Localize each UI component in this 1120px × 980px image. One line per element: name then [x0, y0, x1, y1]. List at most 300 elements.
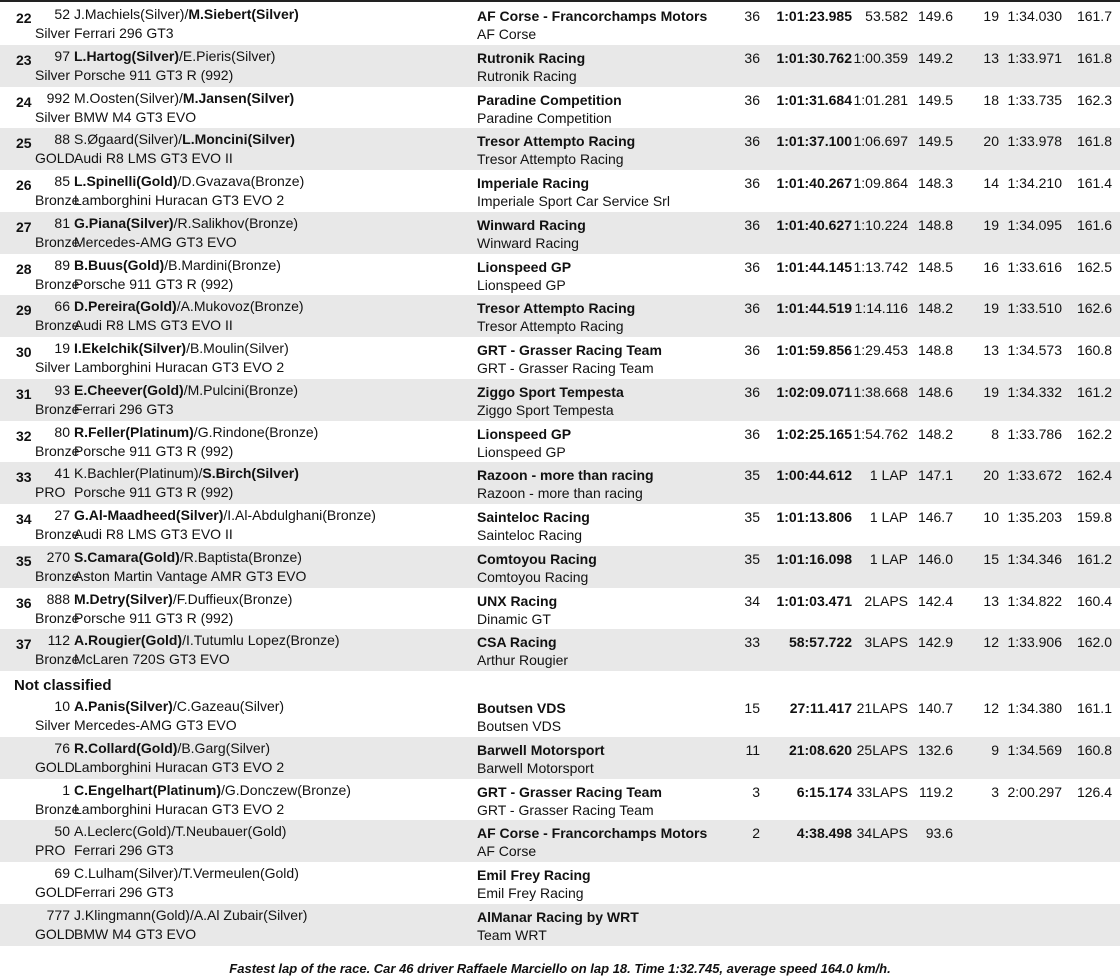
- car-model: Audi R8 LMS GT3 EVO II: [74, 526, 233, 542]
- best-lap-number: 16: [983, 258, 999, 275]
- max-speed: 161.8: [1076, 133, 1112, 150]
- result-row: [0, 546, 1120, 588]
- team-name: Lionspeed GP: [477, 425, 572, 442]
- best-lap-number: 14: [983, 175, 999, 191]
- driver-name: G.Al-Maadheed(Silver): [74, 507, 224, 523]
- team-name: Rutronik Racing: [477, 49, 586, 66]
- entrant-name: GRT - Grasser Racing Team: [477, 801, 654, 818]
- team-name: UNX Racing: [477, 592, 558, 609]
- not-classified-header: [0, 671, 1120, 695]
- car-model: Porsche 911 GT3 R (992): [74, 275, 234, 292]
- best-lap-time: 1:33.672: [1007, 467, 1062, 484]
- car-model: Porsche 911 GT3 R (992): [74, 442, 234, 459]
- position: 36: [16, 594, 32, 611]
- average-speed: 149.5: [917, 133, 953, 150]
- max-speed: 160.4: [1076, 592, 1112, 609]
- best-lap-number: 13: [983, 592, 999, 609]
- position: 26: [16, 177, 32, 193]
- driver-name: G.Donczew(Bronze): [224, 781, 351, 798]
- driver-name: C.Engelhart(Platinum): [74, 781, 222, 798]
- result-row: [0, 862, 1120, 904]
- car-number: 27: [54, 507, 70, 523]
- driver-category: GOLD: [35, 758, 75, 775]
- driver-name: G.Rindone(Bronze): [197, 423, 319, 440]
- entrant-name: Rutronik Racing: [477, 67, 577, 84]
- team-name: AF Corse - Francorchamps Motors: [477, 8, 708, 24]
- max-speed: 162.2: [1076, 425, 1112, 442]
- team-name: AlManar Racing by WRT: [477, 908, 639, 925]
- total-time: 58:57.722: [788, 634, 852, 651]
- team-name: Winward Racing: [477, 216, 586, 233]
- max-speed: 161.2: [1076, 550, 1112, 567]
- team-name: Imperiale Racing: [477, 175, 590, 191]
- position: 35: [16, 552, 32, 569]
- car-model: Mercedes-AMG GT3 EVO: [74, 233, 237, 250]
- driver-name: E.Pieris(Silver): [182, 47, 276, 64]
- driver-name: S.Birch(Silver): [202, 465, 299, 482]
- laps-completed: 36: [744, 175, 760, 191]
- position: 33: [16, 469, 32, 486]
- average-speed: 148.8: [917, 342, 953, 358]
- laps-completed: 35: [744, 509, 760, 525]
- entrant-name: Lionspeed GP: [477, 276, 566, 293]
- average-speed: 148.3: [917, 175, 953, 191]
- gap: 1:29.453: [853, 342, 908, 358]
- entrant-name: Tresor Attempto Racing: [477, 318, 624, 335]
- laps-completed: 36: [744, 342, 760, 358]
- max-speed: 162.6: [1076, 300, 1112, 317]
- gap: 1 LAP: [869, 467, 908, 484]
- result-row: [0, 379, 1120, 421]
- average-speed: 142.9: [917, 634, 953, 651]
- driver-name: I.Tutumlu Lopez(Bronze): [186, 632, 340, 649]
- average-speed: 140.7: [917, 700, 953, 716]
- driver-name: M.Siebert(Silver): [188, 6, 299, 22]
- car-number: 1: [62, 781, 70, 798]
- driver-names: M.Detry(Silver)/F.Duffieux(Bronze): [74, 590, 293, 607]
- driver-name: M.Detry(Silver): [74, 590, 173, 607]
- result-row: [0, 737, 1120, 779]
- driver-name: G.Piana(Silver): [74, 214, 174, 231]
- driver-name: L.Spinelli(Gold): [74, 173, 178, 189]
- driver-name: I.Al-Abdulghani(Bronze): [227, 507, 376, 523]
- max-speed: 161.8: [1076, 49, 1112, 66]
- driver-category: Bronze: [35, 800, 80, 817]
- fastest-lap-note: Fastest lap of the race. Car 46 driver Raffaele Marciello on lap 18. Time 1:32.745, average speed 164.0 km/h.: [229, 961, 891, 976]
- gap: 1:00.359: [853, 49, 908, 66]
- position: 24: [16, 93, 32, 110]
- average-speed: 146.0: [917, 550, 953, 567]
- position: 29: [16, 302, 32, 319]
- driver-names: L.Hartog(Silver)/E.Pieris(Silver): [74, 47, 276, 64]
- position: 31: [16, 385, 32, 402]
- best-lap-time: 1:34.210: [1007, 175, 1062, 191]
- best-lap-time: 1:34.346: [1007, 550, 1062, 567]
- average-speed: 148.6: [917, 383, 953, 400]
- classified-results: [0, 3, 1120, 671]
- position: 28: [16, 260, 32, 277]
- max-speed: 161.1: [1076, 700, 1112, 716]
- car-model: Lamborghini Huracan GT3 EVO 2: [74, 758, 285, 775]
- best-lap-number: 3: [991, 783, 999, 800]
- car-number: 76: [54, 739, 70, 756]
- driver-name: M.Jansen(Silver): [182, 89, 295, 106]
- gap: 1:14.116: [854, 300, 908, 317]
- position: 22: [16, 10, 32, 26]
- driver-names: B.Buus(Gold)/B.Mardini(Bronze): [74, 256, 281, 273]
- car-number: 19: [54, 340, 70, 356]
- car-number: 66: [54, 298, 70, 315]
- driver-name: R.Collard(Gold): [74, 739, 178, 756]
- car-model: Lamborghini Huracan GT3 EVO 2: [74, 800, 285, 817]
- driver-category: Bronze: [35, 526, 80, 542]
- gap: 34LAPS: [856, 825, 908, 842]
- best-lap-number: 19: [983, 300, 999, 317]
- team-name: Tresor Attempto Racing: [477, 300, 636, 317]
- best-lap-time: 1:33.735: [1007, 91, 1062, 108]
- driver-category: Bronze: [35, 651, 80, 668]
- total-time: 1:01:37.100: [776, 133, 852, 150]
- best-lap-time: 1:34.569: [1007, 741, 1062, 758]
- driver-category: PRO: [35, 842, 66, 859]
- team-name: Paradine Competition: [477, 91, 622, 108]
- position: 25: [16, 135, 32, 152]
- driver-names: R.Feller(Platinum)/G.Rindone(Bronze): [74, 423, 319, 440]
- driver-category: Silver: [35, 359, 71, 375]
- laps-completed: 34: [744, 592, 760, 609]
- average-speed: 149.2: [917, 49, 953, 66]
- driver-names: C.Engelhart(Platinum)/G.Donczew(Bronze): [74, 781, 351, 798]
- driver-names: D.Pereira(Gold)/A.Mukovoz(Bronze): [74, 298, 304, 315]
- driver-name: I.Ekelchik(Silver): [74, 340, 187, 356]
- entrant-name: Winward Racing: [477, 234, 579, 251]
- result-row: [0, 212, 1120, 254]
- laps-completed: 35: [744, 550, 760, 567]
- driver-name: A.Leclerc(Gold): [74, 823, 172, 840]
- best-lap-number: 9: [991, 741, 999, 758]
- best-lap-time: 1:34.030: [1007, 8, 1062, 24]
- car-model: Porsche 911 GT3 R (992): [74, 609, 234, 626]
- max-speed: 162.0: [1076, 634, 1112, 651]
- best-lap-number: 8: [991, 425, 999, 442]
- gap: 21LAPS: [856, 700, 908, 716]
- position: 23: [16, 51, 32, 68]
- team-name: AF Corse - Francorchamps Motors: [477, 825, 708, 842]
- average-speed: 148.5: [917, 258, 953, 275]
- average-speed: 149.6: [917, 8, 953, 24]
- gap: 25LAPS: [856, 741, 908, 758]
- driver-names: L.Spinelli(Gold)/D.Gvazava(Bronze): [74, 173, 305, 189]
- result-row: [0, 629, 1120, 671]
- best-lap-number: 19: [983, 383, 999, 400]
- total-time: 1:01:59.856: [776, 342, 852, 358]
- gap: 1:06.697: [853, 133, 908, 150]
- best-lap-time: 1:34.573: [1007, 342, 1062, 358]
- max-speed: 161.4: [1076, 175, 1112, 191]
- driver-name: B.Mardini(Bronze): [168, 256, 281, 273]
- laps-completed: 36: [744, 216, 760, 233]
- best-lap-time: 1:33.786: [1007, 425, 1062, 442]
- best-lap-time: 1:33.906: [1007, 634, 1062, 651]
- car-number: 97: [54, 47, 70, 64]
- driver-category: PRO: [35, 484, 66, 501]
- driver-name: B.Garg(Silver): [181, 739, 271, 756]
- total-time: 1:01:23.985: [776, 8, 852, 24]
- best-lap-time: 2:00.297: [1007, 783, 1062, 800]
- driver-name: A.Al Zubair(Silver): [193, 906, 308, 923]
- result-row: [0, 170, 1120, 212]
- team-name: GRT - Grasser Racing Team: [477, 342, 662, 358]
- top-border-line: [0, 0, 1120, 2]
- best-lap-number: 20: [983, 467, 999, 484]
- entrant-name: Sainteloc Racing: [477, 527, 583, 543]
- car-model: Porsche 911 GT3 R (992): [74, 66, 234, 83]
- team-name: Emil Frey Racing: [477, 867, 591, 883]
- entrant-name: Emil Frey Racing: [477, 885, 584, 901]
- average-speed: 146.7: [917, 509, 953, 525]
- laps-completed: 33: [744, 634, 760, 651]
- total-time: 1:02:09.071: [776, 383, 852, 400]
- best-lap-time: 1:33.616: [1007, 258, 1062, 275]
- laps-completed: 2: [752, 825, 760, 842]
- gap: 33LAPS: [856, 783, 908, 800]
- total-time: 1:01:40.267: [776, 175, 852, 191]
- car-model: Ferrari 296 GT3: [74, 400, 174, 417]
- driver-names: M.Oosten(Silver)/M.Jansen(Silver): [74, 89, 295, 106]
- total-time: 1:02:25.165: [776, 425, 852, 442]
- driver-names: R.Collard(Gold)/B.Garg(Silver): [74, 739, 271, 756]
- driver-name: R.Baptista(Bronze): [183, 548, 302, 565]
- driver-name: A.Panis(Silver): [74, 698, 173, 714]
- entrant-name: AF Corse: [477, 26, 537, 42]
- car-model: Aston Martin Vantage AMR GT3 EVO: [74, 567, 307, 584]
- driver-names: S.Øgaard(Silver)/L.Moncini(Silver): [74, 131, 295, 148]
- driver-category: Bronze: [35, 609, 80, 626]
- entrant-name: Comtoyou Racing: [477, 568, 589, 585]
- total-time: 4:38.498: [796, 825, 852, 842]
- car-number: 888: [46, 590, 70, 607]
- result-row: [0, 337, 1120, 379]
- result-row: [0, 779, 1120, 821]
- max-speed: 160.8: [1076, 342, 1112, 358]
- gap: 2LAPS: [864, 592, 908, 609]
- best-lap-time: 1:34.380: [1007, 700, 1062, 716]
- driver-name: L.Hartog(Silver): [74, 47, 180, 64]
- driver-name: E.Cheever(Gold): [74, 381, 184, 398]
- entrant-name: Barwell Motorsport: [477, 759, 594, 776]
- average-speed: 148.8: [917, 216, 953, 233]
- car-number: 85: [54, 173, 70, 189]
- team-name: Lionspeed GP: [477, 258, 572, 275]
- driver-names: S.Camara(Gold)/R.Baptista(Bronze): [74, 548, 302, 565]
- car-model: Ferrari 296 GT3: [74, 25, 174, 41]
- car-number: 10: [54, 698, 70, 714]
- gap: 1 LAP: [869, 509, 908, 525]
- gap: 1 LAP: [869, 550, 908, 567]
- driver-category: GOLD: [35, 150, 75, 167]
- driver-name: S.Øgaard(Silver): [74, 131, 179, 148]
- result-row: [0, 588, 1120, 630]
- result-row: [0, 820, 1120, 862]
- results-sheet: [0, 3, 1120, 946]
- best-lap-time: 1:34.332: [1007, 383, 1062, 400]
- car-number: 52: [54, 6, 70, 22]
- gap: 1:01.281: [853, 91, 908, 108]
- car-model: Lamborghini Huracan GT3 EVO 2: [74, 359, 285, 375]
- laps-completed: 36: [744, 8, 760, 24]
- max-speed: 162.4: [1076, 467, 1112, 484]
- entrant-name: Tresor Attempto Racing: [477, 151, 624, 168]
- max-speed: 160.8: [1076, 741, 1112, 758]
- entrant-name: Ziggo Sport Tempesta: [477, 401, 614, 418]
- laps-completed: 15: [744, 700, 760, 716]
- driver-names: A.Panis(Silver)/C.Gazeau(Silver): [74, 698, 285, 714]
- car-model: Ferrari 296 GT3: [74, 842, 174, 859]
- average-speed: 147.1: [917, 467, 953, 484]
- result-row: [0, 295, 1120, 337]
- result-row: [0, 504, 1120, 546]
- entrant-name: Lionspeed GP: [477, 443, 566, 460]
- total-time: 1:00:44.612: [776, 467, 852, 484]
- result-row: [0, 128, 1120, 170]
- car-number: 777: [46, 906, 70, 923]
- driver-names: A.Rougier(Gold)/I.Tutumlu Lopez(Bronze): [74, 632, 340, 649]
- total-time: 1:01:40.627: [776, 216, 852, 233]
- max-speed: 161.2: [1076, 383, 1112, 400]
- laps-completed: 36: [744, 300, 760, 317]
- car-model: BMW M4 GT3 EVO: [74, 925, 197, 942]
- laps-completed: 36: [744, 91, 760, 108]
- driver-category: Bronze: [35, 275, 80, 292]
- total-time: 1:01:16.098: [776, 550, 852, 567]
- max-speed: 126.4: [1076, 783, 1112, 800]
- car-model: BMW M4 GT3 EVO: [74, 108, 197, 125]
- driver-name: B.Buus(Gold): [74, 256, 165, 273]
- car-number: 69: [54, 865, 70, 881]
- result-row: [0, 695, 1120, 737]
- not-classified-results: [0, 695, 1120, 946]
- position: 37: [16, 636, 32, 653]
- driver-name: J.Klingmann(Gold): [74, 906, 190, 923]
- driver-category: Bronze: [35, 400, 80, 417]
- driver-name: T.Vermeulen(Gold): [182, 865, 299, 881]
- total-time: 1:01:30.762: [776, 49, 852, 66]
- driver-category: Bronze: [35, 192, 80, 208]
- best-lap-time: 1:33.510: [1007, 300, 1062, 317]
- result-row: [0, 45, 1120, 87]
- driver-name: R.Feller(Platinum): [74, 423, 194, 440]
- total-time: 6:15.174: [796, 783, 852, 800]
- max-speed: 159.8: [1076, 509, 1112, 525]
- max-speed: 162.3: [1076, 91, 1112, 108]
- entrant-name: GRT - Grasser Racing Team: [477, 360, 654, 376]
- average-speed: 148.2: [917, 300, 953, 317]
- entrant-name: Dinamic GT: [477, 610, 551, 627]
- best-lap-number: 15: [983, 550, 999, 567]
- team-name: Razoon - more than racing: [477, 467, 654, 484]
- position: 34: [16, 511, 32, 527]
- entrant-name: Arthur Rougier: [477, 652, 569, 669]
- driver-category: Bronze: [35, 567, 80, 584]
- max-speed: 161.6: [1076, 216, 1112, 233]
- car-number: 50: [54, 823, 70, 840]
- result-row: [0, 254, 1120, 296]
- team-name: CSA Racing: [477, 634, 557, 651]
- max-speed: 161.7: [1076, 8, 1112, 24]
- team-name: Comtoyou Racing: [477, 550, 597, 567]
- total-time: 1:01:44.519: [776, 300, 852, 317]
- driver-category: Silver: [35, 25, 71, 41]
- max-speed: 162.5: [1076, 258, 1112, 275]
- team-name: Ziggo Sport Tempesta: [477, 383, 624, 400]
- best-lap-number: 12: [983, 634, 999, 651]
- gap: 1:10.224: [853, 216, 908, 233]
- driver-name: R.Salikhov(Bronze): [177, 214, 299, 231]
- entrant-name: AF Corse: [477, 843, 537, 860]
- car-model: Mercedes-AMG GT3 EVO: [74, 717, 237, 733]
- driver-name: K.Bachler(Platinum): [74, 465, 199, 482]
- best-lap-time: 1:34.095: [1007, 216, 1062, 233]
- average-speed: 149.5: [917, 91, 953, 108]
- car-number: 41: [54, 465, 70, 482]
- laps-completed: 36: [744, 49, 760, 66]
- car-number: 88: [54, 131, 70, 148]
- best-lap-number: 19: [983, 216, 999, 233]
- driver-category: Silver: [35, 66, 71, 83]
- result-row: [0, 462, 1120, 504]
- driver-names: J.Machiels(Silver)/M.Siebert(Silver): [74, 6, 299, 22]
- team-name: Sainteloc Racing: [477, 509, 590, 525]
- driver-name: S.Camara(Gold): [74, 548, 180, 565]
- total-time: 1:01:31.684: [776, 91, 852, 108]
- driver-name: M.Oosten(Silver): [74, 89, 180, 106]
- average-speed: 132.6: [917, 741, 953, 758]
- driver-name: M.Pulcini(Bronze): [187, 381, 299, 398]
- driver-category: Silver: [35, 717, 71, 733]
- total-time: 1:01:03.471: [776, 592, 852, 609]
- team-name: Boutsen VDS: [477, 700, 566, 716]
- laps-completed: 36: [744, 425, 760, 442]
- driver-category: Bronze: [35, 317, 80, 334]
- entrant-name: Team WRT: [477, 926, 547, 943]
- driver-category: GOLD: [35, 925, 75, 942]
- gap: 1:09.864: [853, 175, 908, 191]
- gap: 3LAPS: [864, 634, 908, 651]
- driver-name: C.Gazeau(Silver): [176, 698, 285, 714]
- driver-category: Silver: [35, 108, 71, 125]
- total-time: 21:08.620: [788, 741, 852, 758]
- best-lap-number: 20: [983, 133, 999, 150]
- result-row: [0, 87, 1120, 129]
- entrant-name: Imperiale Sport Car Service Srl: [477, 193, 670, 209]
- driver-name: T.Neubauer(Gold): [175, 823, 287, 840]
- driver-name: C.Lulham(Silver): [74, 865, 179, 881]
- laps-completed: 36: [744, 133, 760, 150]
- driver-name: J.Machiels(Silver): [74, 6, 185, 22]
- result-row: [0, 904, 1120, 946]
- best-lap-number: 18: [983, 91, 999, 108]
- driver-category: Bronze: [35, 442, 80, 459]
- best-lap-time: 1:33.978: [1007, 133, 1062, 150]
- position: 27: [16, 218, 32, 235]
- position: 30: [16, 344, 32, 360]
- driver-names: C.Lulham(Silver)/T.Vermeulen(Gold): [74, 865, 299, 881]
- best-lap-number: 13: [983, 342, 999, 358]
- best-lap-number: 12: [983, 700, 999, 716]
- driver-name: D.Gvazava(Bronze): [181, 173, 305, 189]
- result-row: [0, 3, 1120, 45]
- driver-name: A.Mukovoz(Bronze): [180, 298, 304, 315]
